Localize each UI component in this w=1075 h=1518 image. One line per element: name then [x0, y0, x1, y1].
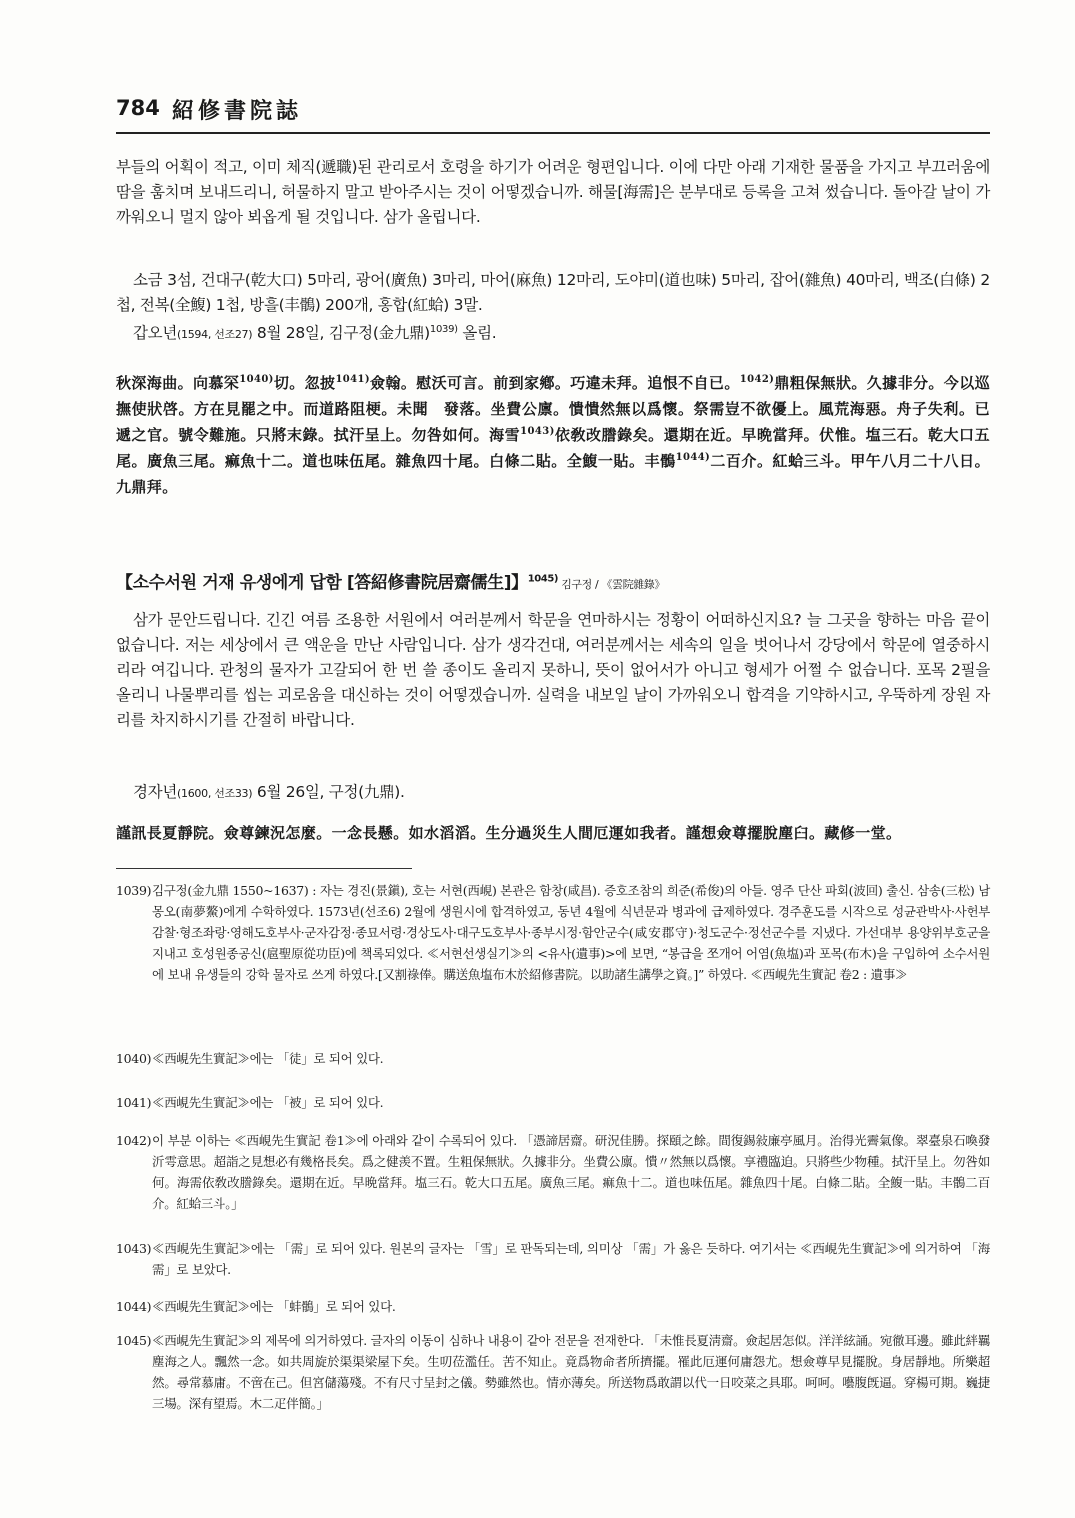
- letter1-hanmun: [116, 370, 990, 500]
- letter1-date: [116, 321, 990, 347]
- footnote-text: ≪西峴先生實記≫에는 「徒」로 되어 있다.: [152, 1051, 384, 1066]
- footnote-ref-1040[interactable]: 1040): [239, 374, 274, 385]
- footnote-text: 김구정(金九鼎 1550~1637) : 자는 경진(景鎭), 호는 서현(西峴) 본관은 함창(咸昌). 증호조참의 희준(希俊)의 아들. 영주 단산 파회(波回) 출신. 삼송(三松) 남몽오(南夢鰲)에게 수학하였다. 1573년(선조6) 2월에 생원시에 합격하였고, 동년 4월에 식년문과 병과에 급제하였다. 경주훈도를 시작으로 성균관박사·사헌부감찰·형조좌랑·영해도호부사·군자감정·종묘서령·경상도사·대구도호부사·종부시정·함안군수(咸安郡守)·청도군수·정선군수를 지냈다. 가선대부 용양위부호군을 지내고 호성원종공신(扈聖原從功臣)에 책록되었다. ≪서현선생실기≫의 <유사(遺事)>에 보면, “봉급을 쪼개어 어염(魚塩)과 포목(布木)을 구입하여 소수서원에 보내 유생들의 강학 물자로 쓰게 하였다.[又割祿俸。購送魚塩布木於紹修書院。以助諸生講學之資。]” 하였다. ≪西峴先生實記 卷2 : 遺事≫: [152, 883, 991, 982]
- footnote-text: ≪西峴先生實記≫에는 「蚌鶻」로 되어 있다.: [152, 1299, 396, 1314]
- letter2-date-year: 경자년: [133, 783, 178, 801]
- footnote-number: 1045): [116, 1333, 152, 1348]
- letter2-hanmun: 謹訊長夏靜院。僉尊鍊況怎麼。一念長懸。如水滔滔。生分過災生人間厄運如我者。謹想僉尊擺脫塵臼。藏修一堂。: [116, 824, 902, 842]
- footnote-text: ≪西峴先生實記≫에는 「需」로 되어 있다. 원본의 글자는 「雪」로 판독되는데, 의미상 「需」가 옳은 듯하다. 여기서는 ≪西峴先生實記≫에 의거하여 「海需」로 보았다.: [152, 1241, 990, 1277]
- letter1-date-note: (1594, 선조27): [177, 328, 253, 341]
- footnote-1043: [116, 1238, 990, 1280]
- footnote-number: 1042): [116, 1133, 152, 1148]
- page-header: [116, 92, 990, 134]
- letter1-date-body: 8월 28일, 김구정(金九鼎): [252, 324, 430, 342]
- hanmun-segment: 秋深海曲。向慕罙: [116, 374, 240, 392]
- letter1-date-year: 갑오년: [133, 324, 178, 342]
- footnote-number: 1044): [116, 1299, 152, 1314]
- footnote-ref-1039[interactable]: 1039): [429, 323, 458, 335]
- footnote-text: ≪西峴先生實記≫의 제목에 의거하였다. 글자의 이동이 심하나 내용이 같아 전문을 전재한다. 「未惟長夏淸齋。僉起居怎似。洋洋絃誦。宛徹耳邊。雖此絆羈塵海之人。飄然一念。如共周旋於渠渠梁屋下矣。生叨莅濫任。苦不知止。竟爲物命者所擠擺。罹此厄運何庸怨尤。想僉尊早見擺脫。身居靜地。所樂超然。尋常慕庸。不啻在己。但宮儲蕩殘。不有尺寸呈封之儀。勢雖然也。情亦薄矣。所送物爲敢謂以代一日咬菜之具耶。呵呵。囈腹旣逼。穿楊可期。巍捷三場。深有望焉。木二疋伴簡。」: [152, 1333, 990, 1411]
- letter2-paragraph: 삼가 문안드립니다. 긴긴 여름 조용한 서원에서 여러분께서 학문을 연마하시는 정황이 어떠하신지요? 늘 그곳을 향하는 마음 끝이 없습니다. 저는 세상에서 큰 액운을 만난 사람입니다. 삼가 생각건대, 여러분께서는 세속의 일을 벗어나서 강당에서 학문에 열중하시리라 여깁니다. 관청의 물자가 고갈되어 한 번 쓸 종이도 올리지 못하니, 뜻이 없어서가 아니고 형세가 어쩔 수 없습니다. 포목 2필을 올리니 나물뿌리를 씹는 괴로움을 대신하는 것이 어떻겠습니까. 실력을 내보일 날이 가까워오니 합격을 기약하시고, 우뚝하게 장원 자리를 차지하시기를 간절히 바랍니다.: [116, 611, 990, 729]
- hanmun-segment: 僉翰。慰沃可言。前到家鄕。巧違未拜。追恨不自已。: [370, 374, 740, 392]
- footnote-text: ≪西峴先生實記≫에는 「被」로 되어 있다.: [152, 1095, 384, 1110]
- letter1-date-end: 올림.: [457, 324, 497, 342]
- footnote-1040: [116, 1048, 990, 1069]
- hanmun-segment: 二百介。紅蛤三斗。甲午八月二十八日。九鼎拜。: [116, 452, 991, 496]
- footnote-1044: [116, 1296, 990, 1317]
- hanmun-segment: 依敎改謄錄矣。還期在近。早晩當拜。伏惟。塩三石。乾大口五尾。廣魚三尾。痲魚十二。道也味伍尾。雜魚四十尾。白條二貼。全鰒一貼。丰鶻: [116, 426, 991, 470]
- footnote-number: 1043): [116, 1241, 152, 1256]
- footnote-ref-1044[interactable]: 1044): [675, 452, 711, 463]
- section-title-text: 【소수서원 거재 유생에게 답함 [答紹修書院居齋儒生]】: [116, 573, 528, 593]
- footnote-ref-1043[interactable]: 1043): [520, 426, 555, 437]
- footnote-divider: [116, 868, 412, 869]
- footnote-1042: [116, 1130, 990, 1214]
- letter2-date-note: (1600, 선조33): [177, 787, 253, 800]
- footnote-number: 1039): [116, 883, 152, 898]
- footnote-1041: [116, 1092, 990, 1113]
- footnote-number: 1041): [116, 1095, 152, 1110]
- section-title: [116, 568, 990, 593]
- footnote-ref-1041[interactable]: 1041): [335, 374, 371, 385]
- page-number: 784: [116, 96, 160, 120]
- section-author-note: 김구정 / 《雲院雜錄》: [558, 578, 665, 591]
- footnote-1039: [116, 880, 990, 985]
- letter2-date-body: 6월 26일, 구정(九鼎).: [252, 783, 405, 801]
- letter1-paragraph: 부들의 어획이 적고, 이미 체직(遞職)된 관리로서 호령을 하기가 어려운 형편입니다. 이에 다만 아래 기재한 물품을 가지고 부끄러움에 땀을 훔치며 보내드리니, 허물하지 말고 받아주시는 것이 어떻겠습니까. 해물[海需]은 분부대로 등록을 고쳐 썼습니다. 돌아갈 날이 가까워오니 멀지 않아 뵈옵게 될 것입니다. 삼가 올립니다.: [116, 158, 990, 226]
- footnote-number: 1040): [116, 1051, 152, 1066]
- footnote-1045: [116, 1330, 990, 1414]
- letter1-items: 소금 3섬, 건대구(乾大口) 5마리, 광어(廣魚) 3마리, 마어(麻魚) 12마리, 도야미(道也味) 5마리, 잡어(雜魚) 40마리, 백조(白條) 2첩, 전복(全鰒) 1첩, 방흘(丰鶻) 200개, 홍합(紅蛤) 3말.: [116, 271, 990, 314]
- hanmun-segment: 切。忽披: [273, 374, 336, 392]
- running-title: 紹修書院誌: [172, 98, 303, 124]
- footnote-ref-1042[interactable]: 1042): [739, 374, 775, 385]
- footnote-ref-1045[interactable]: 1045): [527, 573, 559, 585]
- letter2-date: [116, 780, 990, 806]
- hanmun-segment: 鼎粗保無狀。久據非分。今以巡撫使狀啓。方在見罷之中。而道路阻梗。未聞 發落。坐費公廪。憒憒然無以爲懷。祭需豈不欲優上。風荒海惡。舟子失利。已遞之官。號令難施。只將末錄。拭汗呈上。勿咎如何。海雪: [116, 374, 990, 444]
- footnote-text: 이 부분 이하는 ≪西峴先生實記 卷1≫에 아래와 같이 수록되어 있다. 「憑諦居齋。研況佳勝。探頤之餘。間復錫敍廉亭風月。治得光霽氣像。翠臺泉石喚發沂雩意思。超詣之見想必有幾格長矣。爲之健羡不置。生粗保無狀。久據非分。坐費公廪。憒〃然無以爲懷。享禮臨迫。只將些少物種。拭汗呈上。勿咎如何。海需依敎改謄錄矣。還期在近。早晩當拜。塩三石。乾大口五尾。廣魚三尾。痲魚十二。道也味伍尾。雜魚四十尾。白條二貼。全鰒一貼。丰鶻二百介。紅蛤三斗。」: [152, 1133, 990, 1211]
